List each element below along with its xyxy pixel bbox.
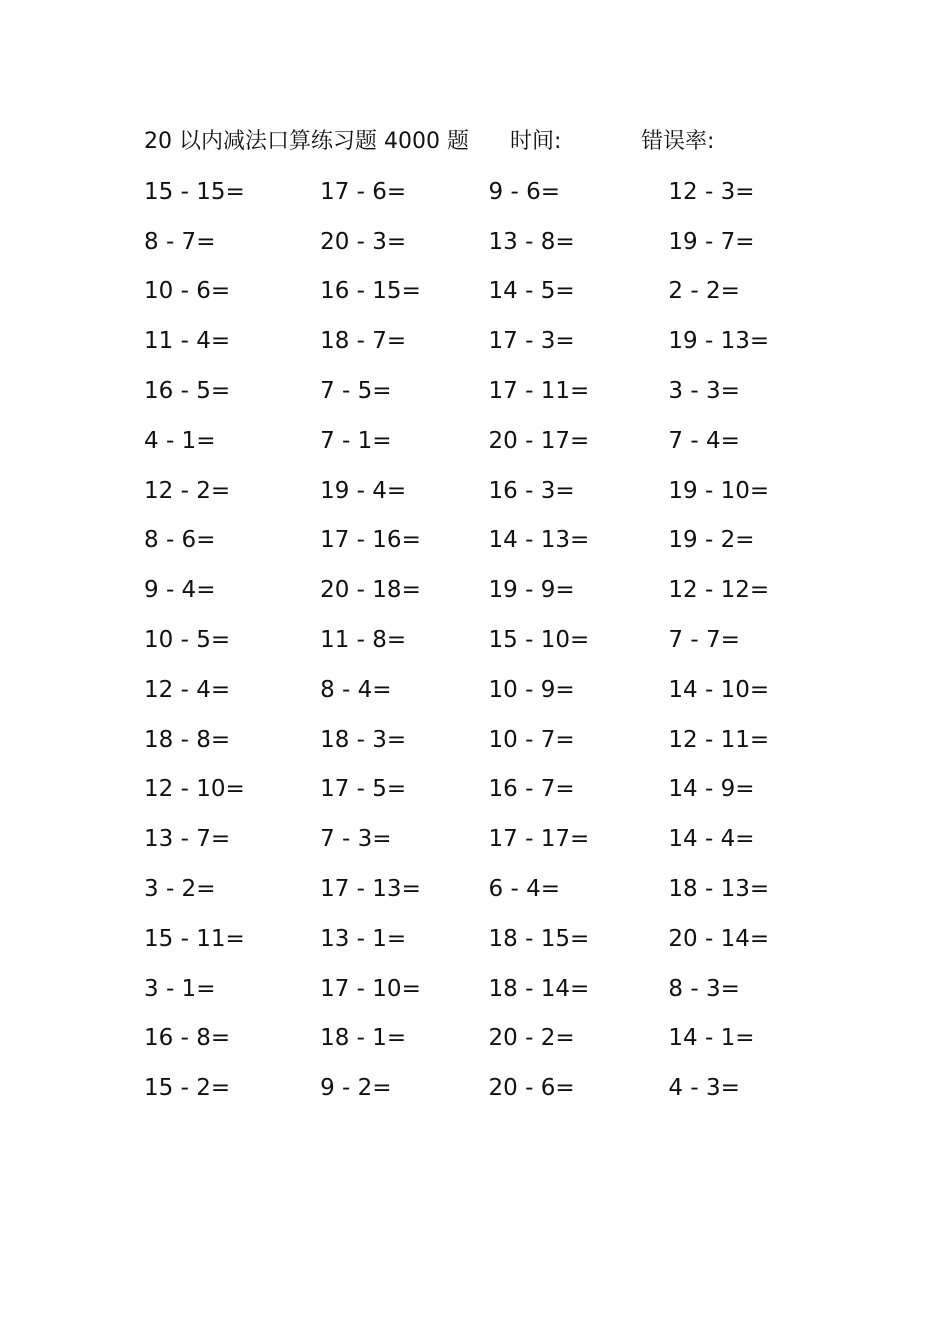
- problem-item: 16 - 7=: [488, 776, 575, 803]
- problem-item: 18 - 7=: [320, 328, 407, 355]
- problem-item: 20 - 14=: [668, 925, 770, 952]
- problem-grid: [130, 167, 810, 1113]
- problem-item: 18 - 15=: [488, 925, 590, 952]
- problem-row: [130, 665, 810, 715]
- problem-item: 16 - 15=: [320, 278, 421, 305]
- problem-row: [130, 1014, 810, 1064]
- problem-item: 12 - 11=: [668, 726, 770, 753]
- problem-item: 14 - 5=: [488, 278, 575, 305]
- problem-row: [130, 466, 810, 516]
- problem-item: 17 - 17=: [488, 826, 590, 853]
- problem-item: 6 - 4=: [488, 876, 561, 903]
- problem-item: 10 - 5=: [144, 627, 231, 654]
- time-label: 时间:: [510, 129, 562, 154]
- problem-item: 14 - 10=: [668, 676, 770, 703]
- problem-item: 14 - 4=: [668, 826, 755, 853]
- problem-row: [130, 516, 810, 566]
- problem-item: 7 - 5=: [320, 378, 392, 405]
- worksheet-header: [144, 124, 844, 160]
- problem-item: 7 - 3=: [320, 826, 392, 853]
- problem-item: 11 - 8=: [320, 627, 407, 654]
- problem-item: 12 - 12=: [668, 577, 770, 604]
- problem-item: 10 - 6=: [144, 278, 231, 305]
- problem-item: 16 - 8=: [144, 1025, 231, 1052]
- problem-item: 8 - 7=: [144, 228, 216, 255]
- problem-item: 14 - 1=: [668, 1025, 755, 1052]
- problem-item: 3 - 2=: [144, 876, 216, 903]
- problem-item: 13 - 1=: [320, 925, 407, 952]
- problem-item: 15 - 15=: [144, 178, 245, 205]
- problem-row: [130, 1063, 810, 1113]
- problem-row: [130, 366, 810, 416]
- problem-item: 13 - 8=: [488, 228, 575, 255]
- problem-item: 15 - 11=: [144, 925, 245, 952]
- problem-item: 19 - 13=: [668, 328, 770, 355]
- problem-item: 9 - 4=: [144, 577, 216, 604]
- problem-item: 10 - 7=: [488, 726, 575, 753]
- problem-item: 14 - 13=: [488, 527, 590, 554]
- problem-item: 19 - 9=: [488, 577, 575, 604]
- problem-item: 7 - 4=: [668, 427, 740, 454]
- problem-item: 17 - 16=: [320, 527, 421, 554]
- problem-item: 18 - 14=: [488, 975, 590, 1002]
- problem-item: 7 - 1=: [320, 427, 392, 454]
- problem-item: 4 - 3=: [668, 1075, 740, 1102]
- problem-item: 20 - 2=: [488, 1025, 575, 1052]
- problem-item: 14 - 9=: [668, 776, 755, 803]
- worksheet-title: 20 以内减法口算练习题 4000 题: [144, 129, 469, 154]
- problem-item: 17 - 13=: [320, 876, 421, 903]
- problem-row: [130, 416, 810, 466]
- problem-item: 7 - 7=: [668, 627, 740, 654]
- problem-item: 18 - 13=: [668, 876, 770, 903]
- problem-item: 18 - 3=: [320, 726, 407, 753]
- problem-item: 19 - 4=: [320, 477, 407, 504]
- problem-item: 19 - 10=: [668, 477, 770, 504]
- problem-item: 4 - 1=: [144, 427, 216, 454]
- problem-item: 16 - 3=: [488, 477, 575, 504]
- problem-item: 12 - 4=: [144, 676, 231, 703]
- problem-item: 12 - 3=: [668, 178, 755, 205]
- problem-item: 15 - 10=: [488, 627, 590, 654]
- problem-row: [130, 267, 810, 317]
- problem-row: [130, 217, 810, 267]
- problem-row: [130, 765, 810, 815]
- problem-item: 8 - 4=: [320, 676, 392, 703]
- problem-row: [130, 964, 810, 1014]
- problem-item: 17 - 11=: [488, 378, 590, 405]
- problem-item: 8 - 6=: [144, 527, 216, 554]
- problem-item: 17 - 10=: [320, 975, 421, 1002]
- problem-item: 11 - 4=: [144, 328, 231, 355]
- problem-row: [130, 316, 810, 366]
- problem-item: 20 - 6=: [488, 1075, 575, 1102]
- problem-item: 20 - 17=: [488, 427, 590, 454]
- problem-item: 3 - 3=: [668, 378, 740, 405]
- problem-row: [130, 814, 810, 864]
- problem-item: 2 - 2=: [668, 278, 740, 305]
- problem-item: 9 - 6=: [488, 178, 561, 205]
- problem-item: 17 - 5=: [320, 776, 407, 803]
- problem-row: [130, 715, 810, 765]
- problem-item: 13 - 7=: [144, 826, 231, 853]
- problem-item: 16 - 5=: [144, 378, 231, 405]
- problem-item: 17 - 6=: [320, 178, 407, 205]
- problem-item: 3 - 1=: [144, 975, 216, 1002]
- problem-row: [130, 864, 810, 914]
- problem-item: 19 - 2=: [668, 527, 755, 554]
- problem-item: 18 - 8=: [144, 726, 231, 753]
- error-rate-label: 错误率:: [641, 129, 715, 154]
- problem-item: 19 - 7=: [668, 228, 755, 255]
- problem-item: 20 - 18=: [320, 577, 421, 604]
- problem-item: 18 - 1=: [320, 1025, 407, 1052]
- problem-item: 12 - 2=: [144, 477, 231, 504]
- problem-item: 10 - 9=: [488, 676, 575, 703]
- problem-item: 15 - 2=: [144, 1075, 231, 1102]
- problem-item: 12 - 10=: [144, 776, 245, 803]
- problem-item: 20 - 3=: [320, 228, 407, 255]
- problem-row: [130, 615, 810, 665]
- problem-item: 8 - 3=: [668, 975, 740, 1002]
- problem-row: [130, 167, 810, 217]
- problem-item: 17 - 3=: [488, 328, 575, 355]
- problem-row: [130, 565, 810, 615]
- problem-row: [130, 914, 810, 964]
- problem-item: 9 - 2=: [320, 1075, 392, 1102]
